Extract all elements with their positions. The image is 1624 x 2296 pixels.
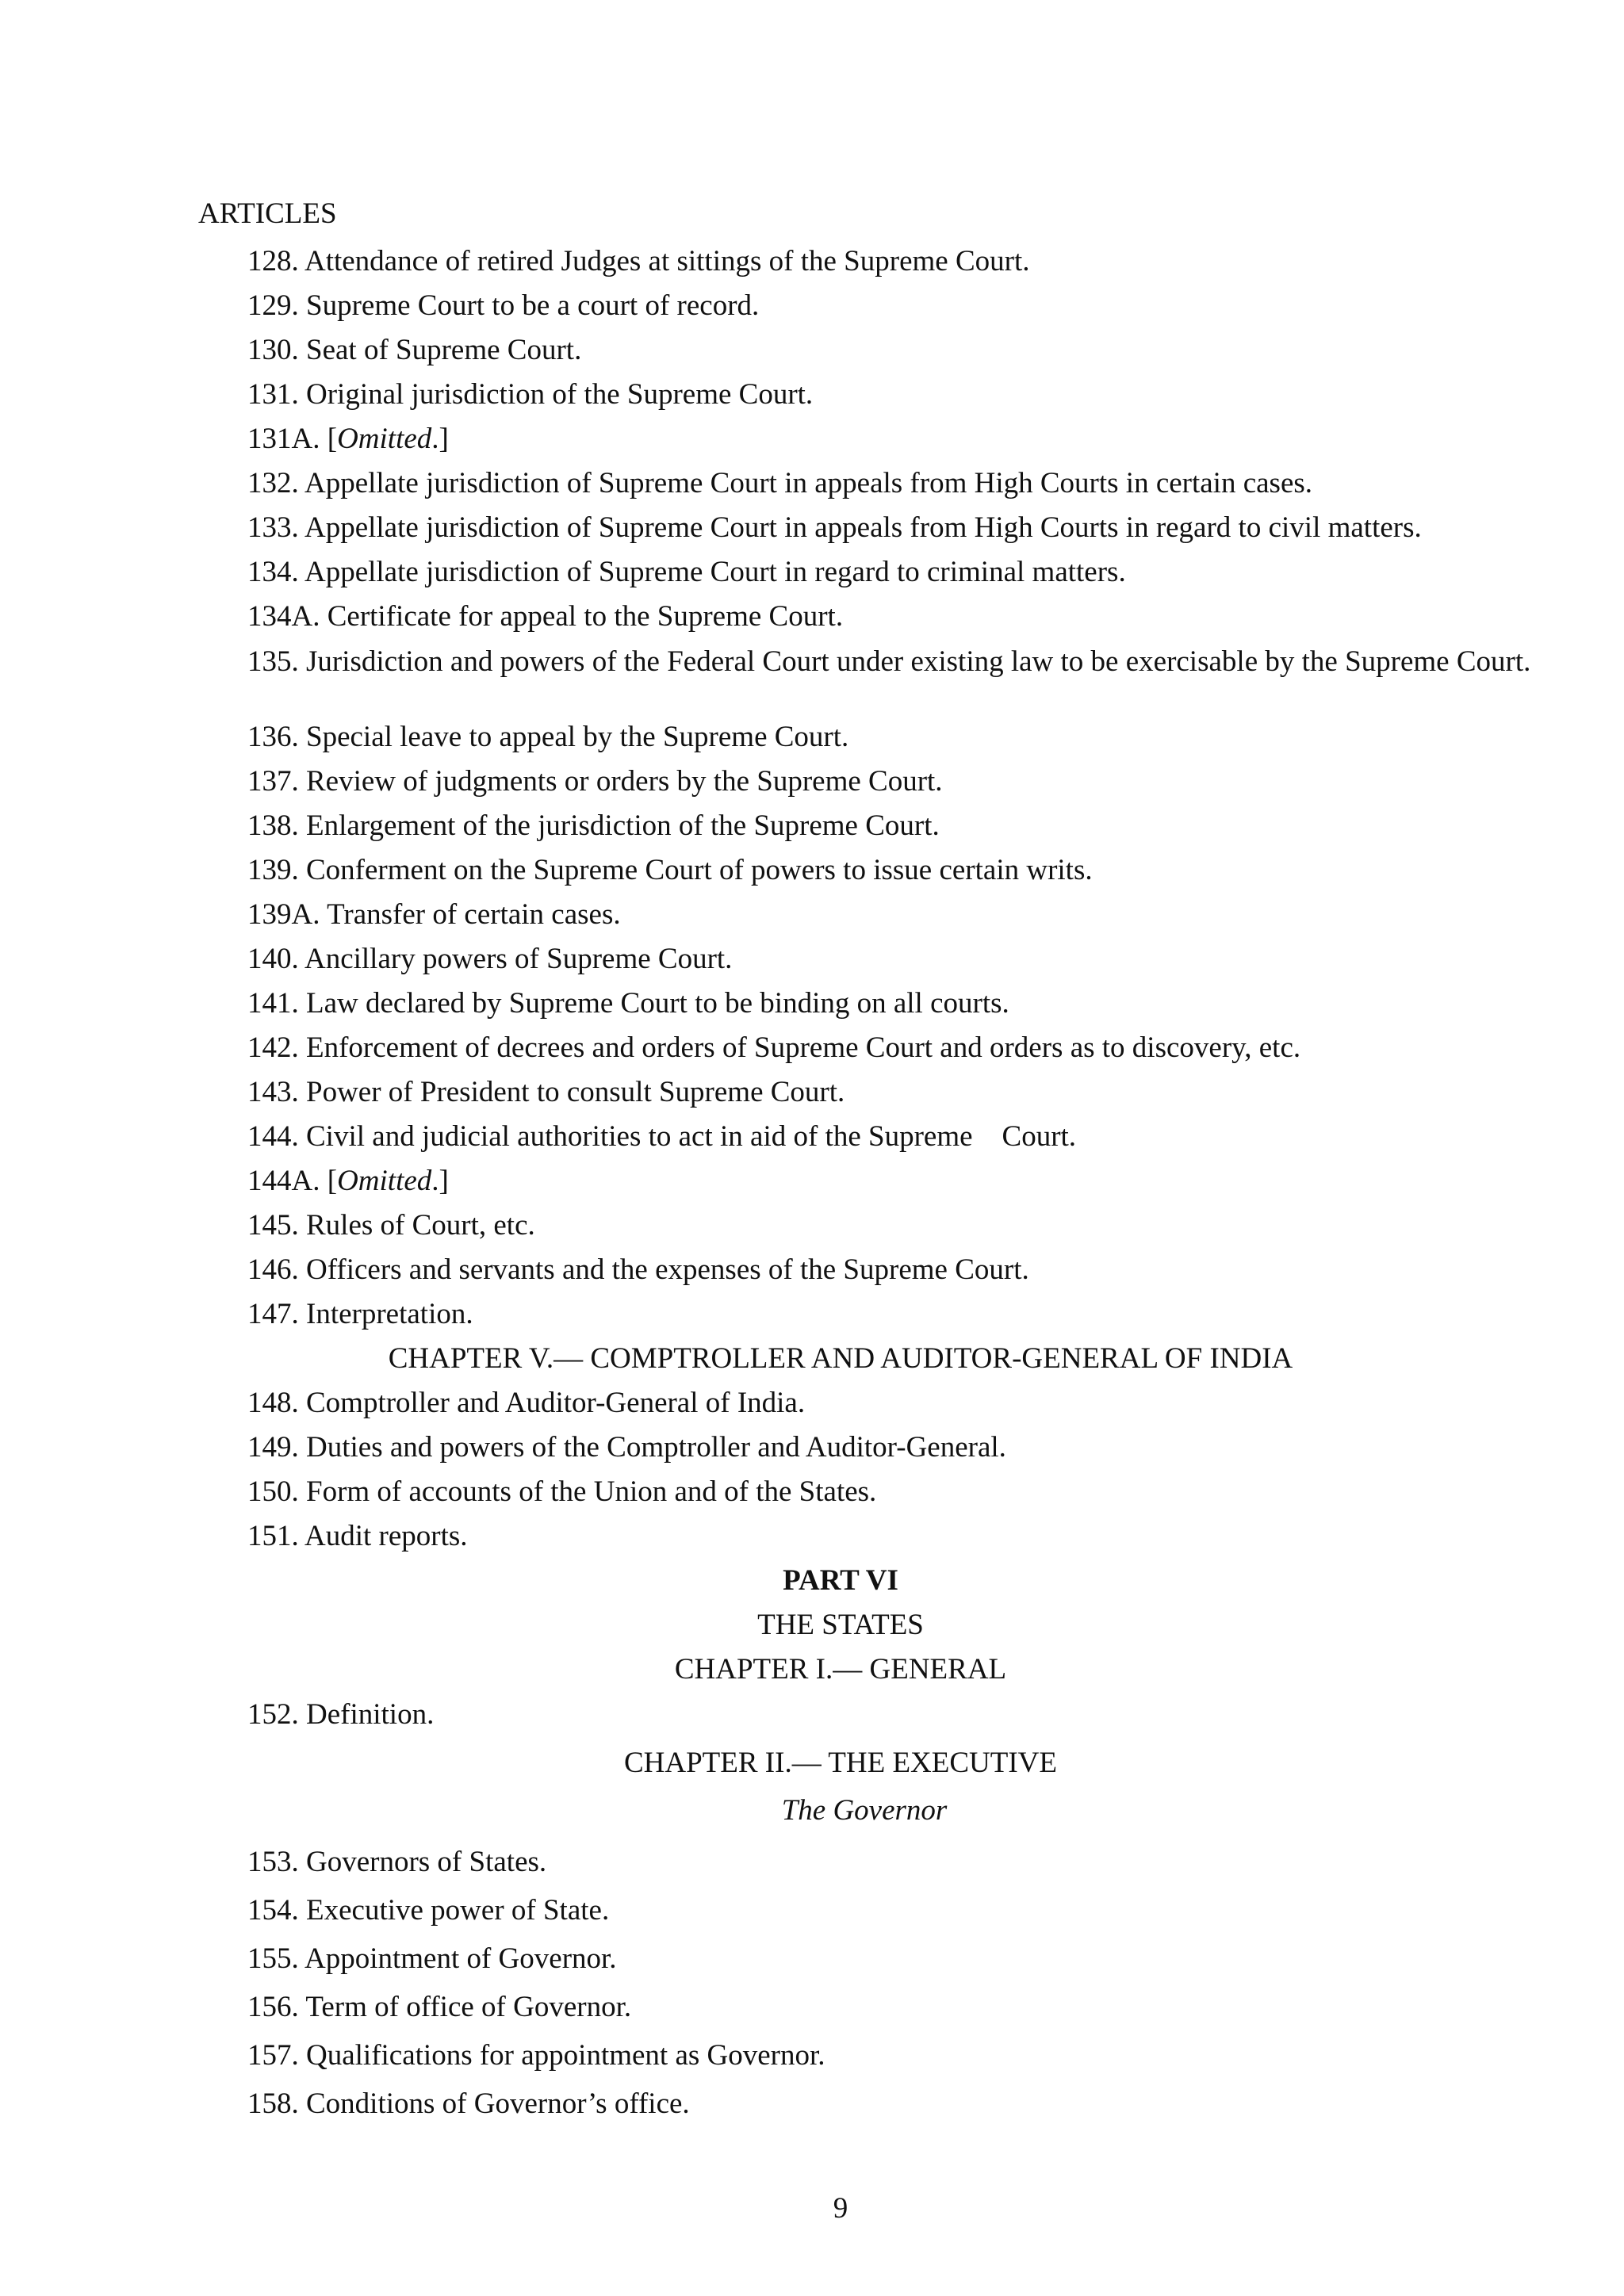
page-number: 9	[833, 2192, 848, 2225]
article-title: Transfer of certain cases.	[327, 898, 621, 931]
chapter-ii-heading: CHAPTER II.— THE EXECUTIVE	[623, 1747, 1058, 1779]
article-title: Attendance of retired Judges at sittings of the Supreme Court.	[304, 245, 1030, 277]
article-number: 139.	[247, 854, 299, 886]
the-governor-subheading: The Governor	[781, 1794, 948, 1827]
article-number: 142.	[247, 1031, 299, 1064]
article-number: 134.	[247, 556, 299, 588]
chapter-i-heading: CHAPTER I.— GENERAL	[674, 1653, 1007, 1686]
article-number: 153.	[247, 1846, 299, 1878]
article-title: Original jurisdiction of the Supreme Court.	[306, 378, 814, 411]
article-title: Conditions of Governor’s office.	[306, 2087, 690, 2120]
article-title: Jurisdiction and powers of the Federal Court under existing law to be exercisable by the Supreme Court.	[306, 645, 1531, 678]
article-entry-146	[247, 1252, 1029, 1288]
article-entry-149	[247, 1429, 1006, 1466]
article-number: 146.	[247, 1253, 299, 1286]
article-number: 144.	[247, 1120, 299, 1153]
article-number: 156.	[247, 1991, 299, 2023]
article-entry-139a	[247, 897, 621, 933]
article-title: Qualifications for appointment as Governor.	[306, 2039, 825, 2072]
article-number: 136.	[247, 721, 299, 753]
article-entry-151	[247, 1518, 468, 1555]
article-entry-145	[247, 1207, 535, 1244]
article-title: Executive power of State.	[306, 1894, 610, 1927]
article-title: Appointment of Governor.	[304, 1942, 617, 1975]
article-number: 144A.	[247, 1165, 320, 1197]
the-states-heading: THE STATES	[757, 1609, 924, 1641]
article-number: 155.	[247, 1942, 299, 1975]
article-number: 154.	[247, 1894, 299, 1927]
article-title: Enforcement of decrees and orders of Supreme Court and orders as to discovery, etc.	[306, 1031, 1301, 1064]
bracket-open: [	[327, 1165, 338, 1197]
article-title: Supreme Court to be a court of record.	[306, 289, 760, 322]
article-title: Governors of States.	[306, 1846, 547, 1878]
article-entry-152	[247, 1697, 434, 1733]
article-number: 137.	[247, 765, 299, 798]
article-title: Review of judgments or orders by the Supreme Court.	[306, 765, 943, 798]
article-number: 132.	[247, 467, 299, 499]
article-number: 151.	[247, 1520, 299, 1552]
bracket-close: .]	[431, 1165, 449, 1197]
article-number: 138.	[247, 809, 299, 842]
article-number: 158.	[247, 2087, 299, 2120]
article-number: 131.	[247, 378, 299, 411]
article-title: Civil and judicial authorities to act in aid of the Supreme Court.	[306, 1120, 1077, 1153]
article-entry-130	[247, 332, 581, 369]
article-title: Interpretation.	[306, 1298, 473, 1330]
article-title: Term of office of Governor.	[305, 1991, 632, 2023]
article-number: 134A.	[247, 600, 320, 633]
chapter-v-heading: CHAPTER V.— COMPTROLLER AND AUDITOR-GENERAL OF INDIA	[388, 1342, 1293, 1375]
article-entry-134a	[247, 599, 843, 635]
article-title: Seat of Supreme Court.	[306, 334, 582, 366]
article-title: Audit reports.	[304, 1520, 468, 1552]
article-title: Ancillary powers of Supreme Court.	[304, 943, 733, 975]
article-title: Enlargement of the jurisdiction of the Supreme Court.	[306, 809, 940, 842]
article-entry-147	[247, 1296, 473, 1333]
article-number: 139A.	[247, 898, 320, 931]
article-title: Conferment on the Supreme Court of powers to issue certain writs.	[306, 854, 1093, 886]
article-entry-154	[247, 1892, 609, 1929]
article-entry-144	[247, 1119, 1076, 1155]
article-title: Form of accounts of the Union and of the States.	[306, 1475, 877, 1508]
article-title: Rules of Court, etc.	[306, 1209, 535, 1242]
article-number: 135.	[247, 645, 299, 678]
omitted-label: Omitted	[337, 423, 432, 455]
article-entry-158	[247, 2086, 690, 2122]
article-entry-139	[247, 852, 1093, 889]
article-title: Definition.	[306, 1698, 435, 1731]
article-number: 129.	[247, 289, 299, 322]
article-number: 128.	[247, 245, 299, 277]
article-entry-129	[247, 288, 759, 324]
article-title: Law declared by Supreme Court to be binding on all courts.	[306, 987, 1009, 1020]
article-title: Special leave to appeal by the Supreme Court.	[306, 721, 849, 753]
bracket-close: .]	[431, 423, 449, 455]
article-number: 131A.	[247, 423, 320, 455]
article-entry-135	[247, 646, 1553, 678]
article-number: 149.	[247, 1431, 299, 1464]
article-number: 157.	[247, 2039, 299, 2072]
article-number: 133.	[247, 511, 299, 544]
article-entry-141	[247, 985, 1009, 1022]
article-entry-138	[247, 808, 940, 844]
article-entry-157	[247, 2038, 825, 2074]
article-title: Duties and powers of the Comptroller and Auditor-General.	[306, 1431, 1006, 1464]
article-entry-156	[247, 1989, 631, 2026]
article-number: 145.	[247, 1209, 299, 1242]
article-title: Power of President to consult Supreme Court.	[306, 1076, 845, 1108]
article-entry-133	[247, 510, 1422, 546]
article-entry-150	[247, 1474, 876, 1510]
article-title: Certificate for appeal to the Supreme Court.	[327, 600, 844, 633]
article-title: Appellate jurisdiction of Supreme Court in appeals from High Courts in certain cases.	[304, 467, 1313, 499]
article-entry-132	[247, 465, 1312, 502]
article-entry-140	[247, 941, 732, 978]
article-entry-134	[247, 554, 1126, 591]
omitted-label: Omitted	[337, 1165, 432, 1197]
article-number: 143.	[247, 1076, 299, 1108]
article-entry-131a	[247, 421, 449, 457]
article-number: 130.	[247, 334, 299, 366]
part-vi-heading: PART VI	[783, 1564, 898, 1597]
article-title: Appellate jurisdiction of Supreme Court in appeals from High Courts in regard to civil matters.	[304, 511, 1422, 544]
article-number: 147.	[247, 1298, 299, 1330]
article-number: 148.	[247, 1387, 299, 1419]
article-entry-137	[247, 763, 943, 800]
article-entry-128	[247, 243, 1029, 280]
article-entry-153	[247, 1844, 546, 1881]
article-number: 150.	[247, 1475, 299, 1508]
article-number: 140.	[247, 943, 299, 975]
article-entry-155	[247, 1941, 617, 1977]
article-entry-131	[247, 377, 813, 413]
article-title: Appellate jurisdiction of Supreme Court in regard to criminal matters.	[304, 556, 1126, 588]
article-entry-143	[247, 1074, 845, 1111]
bracket-open: [	[327, 423, 338, 455]
article-entry-148	[247, 1385, 805, 1422]
article-number: 141.	[247, 987, 299, 1020]
article-title: Officers and servants and the expenses of the Supreme Court.	[306, 1253, 1029, 1286]
article-entry-144a	[247, 1163, 449, 1200]
article-entry-136	[247, 719, 848, 756]
article-title: Comptroller and Auditor-General of India.	[306, 1387, 806, 1419]
articles-heading: ARTICLES	[198, 197, 337, 230]
article-entry-142	[247, 1030, 1300, 1066]
article-number: 152.	[247, 1698, 299, 1731]
